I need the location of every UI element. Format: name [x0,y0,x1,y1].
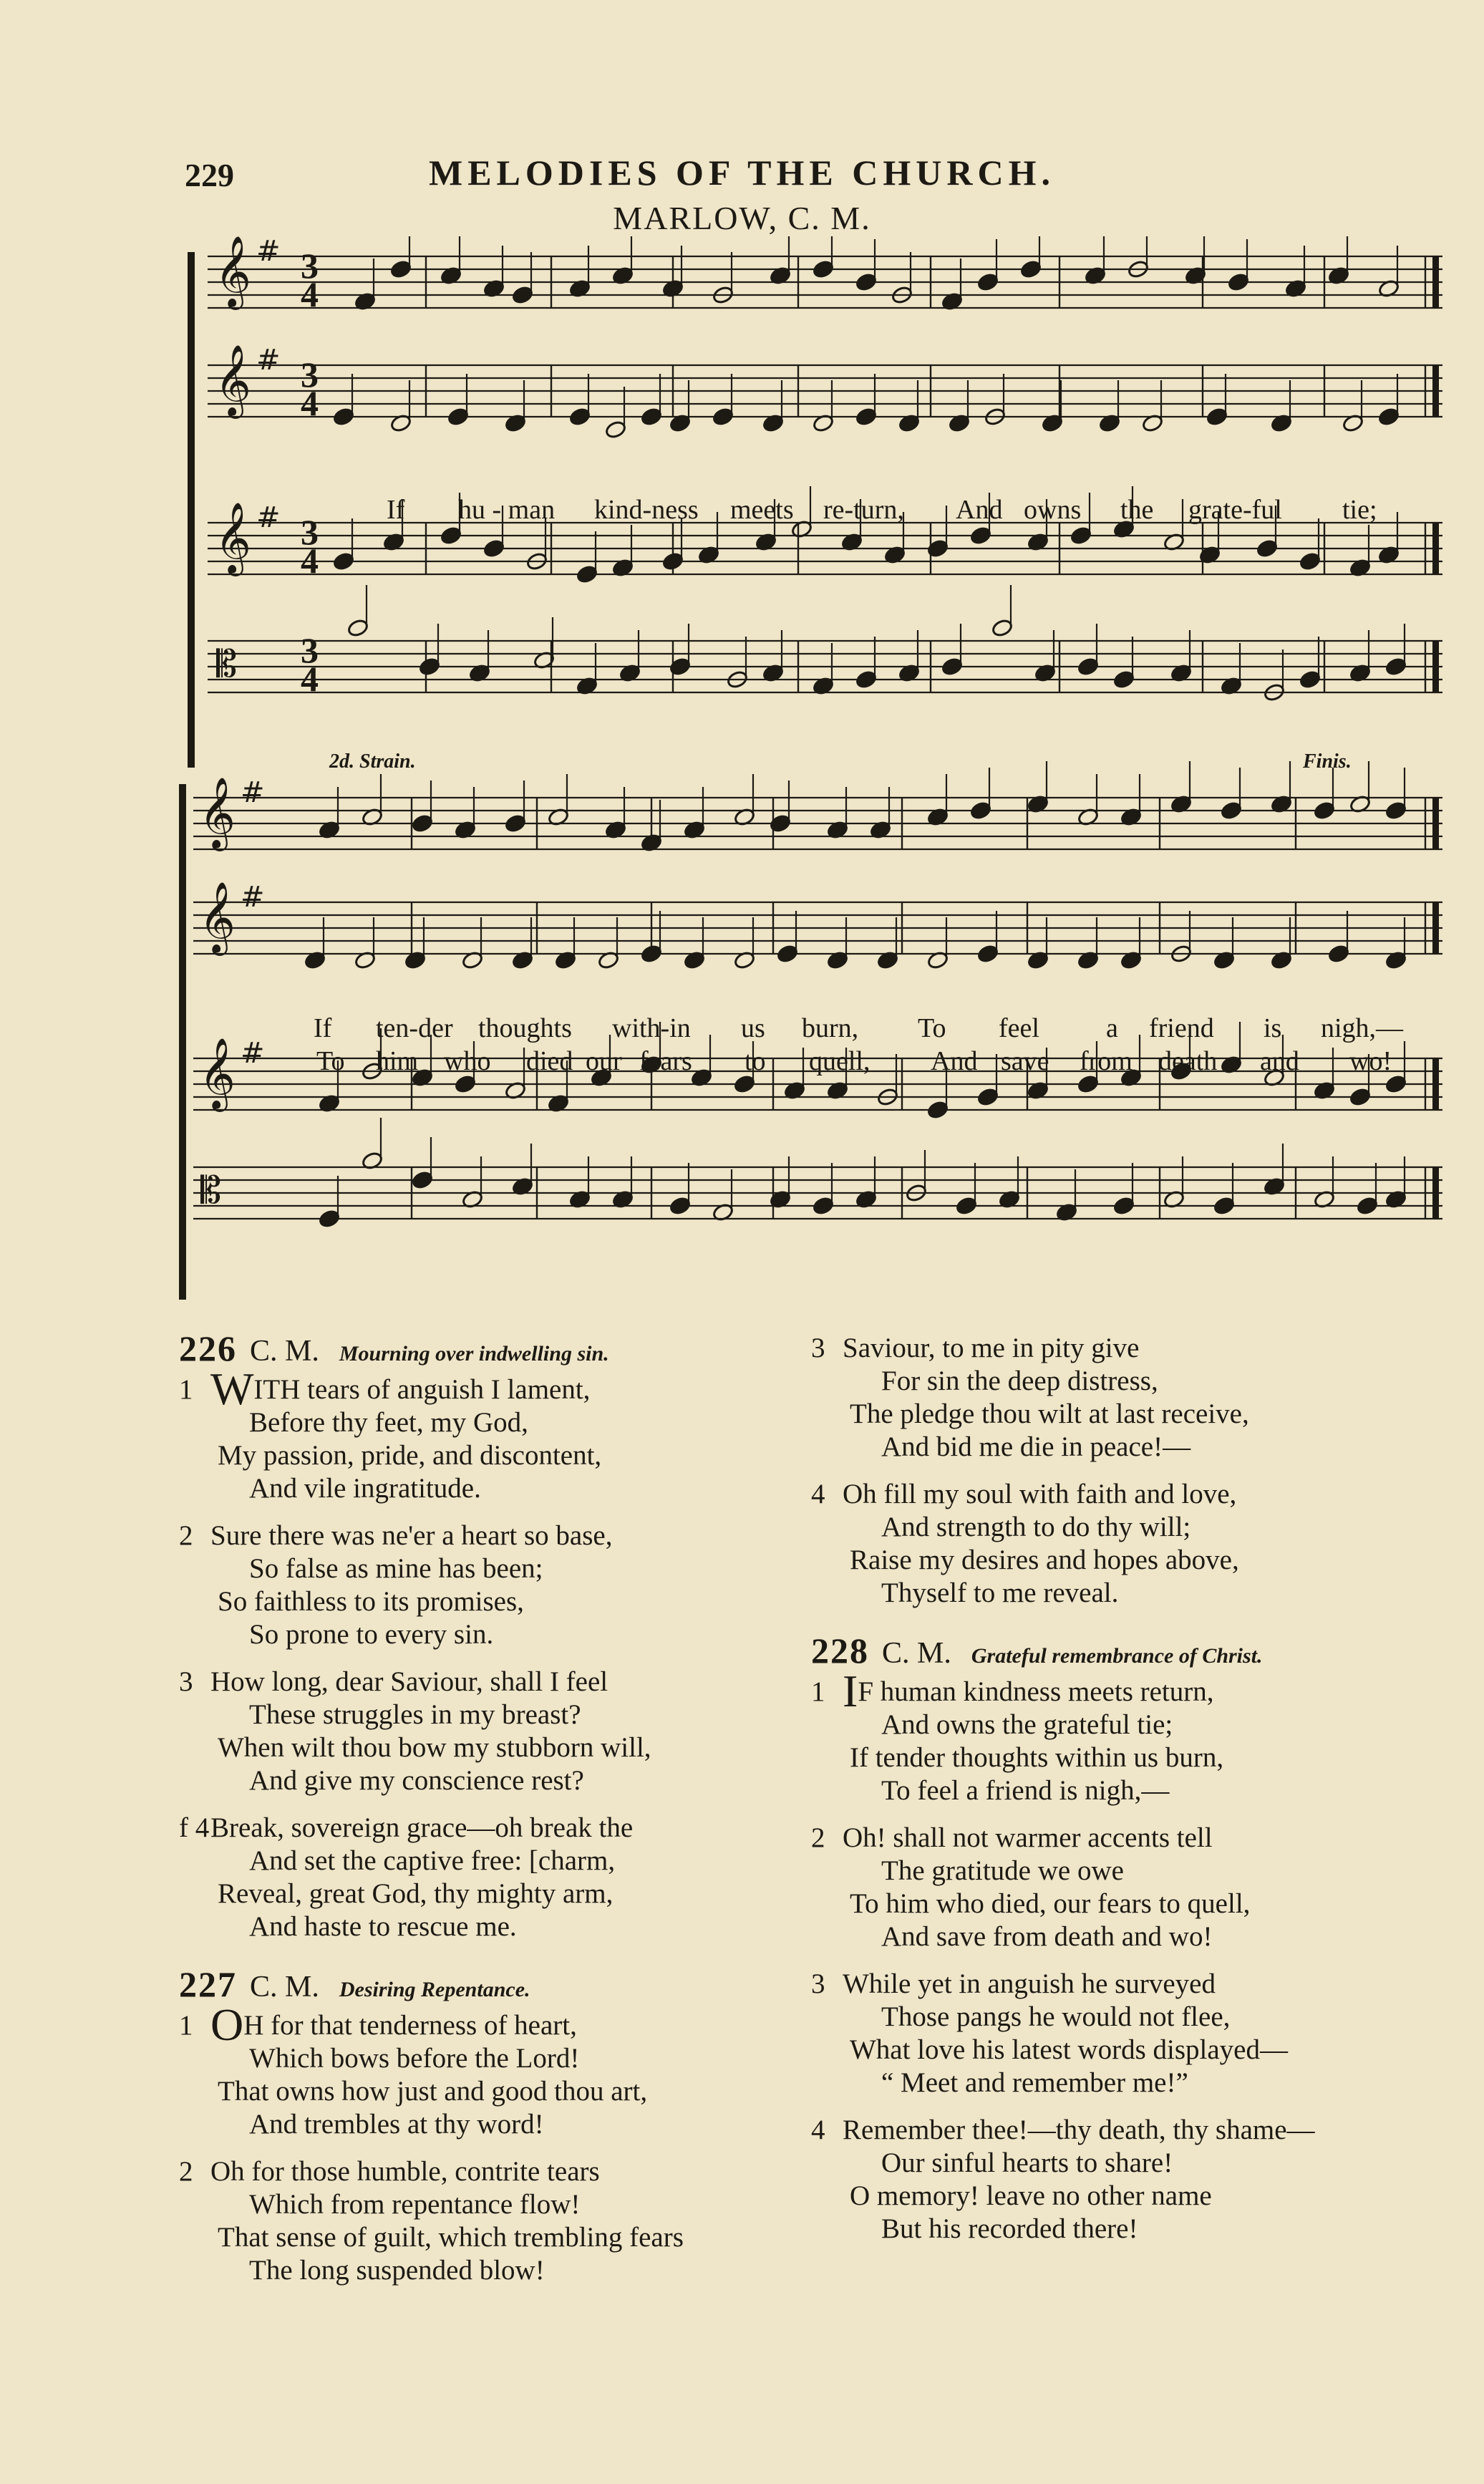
sharp-sign: # [241,776,265,809]
lyric-syllable: hu - man [458,495,556,525]
stanza [811,1968,1441,2099]
verse-line [179,1812,809,1845]
lyric-syllable: ten-der [376,1013,453,1043]
stanza-number: 1 [179,2010,193,2041]
hymn-meter: C. M. [882,1637,951,1670]
stanza-number: 3 [811,1333,825,1363]
treble-clef-icon: 𝄞 [215,344,251,416]
stanza [811,1666,1441,1807]
verse-text: ITH tears of anguish I lament, [253,1374,591,1405]
sharp-sign: # [256,501,281,534]
final-barline [1432,1167,1439,1219]
time-signature-top: 3 [301,630,319,670]
final-barline [1432,902,1439,954]
verse-line [811,1577,1441,1610]
lyric-syllable: To [918,1013,946,1043]
lyric-syllable: the [1120,495,1154,525]
verse-line [179,2155,809,2188]
lyric-syllable: death [1158,1046,1218,1076]
time-signature-bottom: 4 [301,383,319,423]
verse-text: And strength to do thy will; [881,1512,1191,1542]
stanza [179,1519,809,1651]
treble-clef-icon: 𝄞 [199,881,236,953]
verse-text: But his recorded there! [881,2213,1138,2244]
stanza-number: 2 [811,1822,825,1853]
verse-text: When wilt thou bow my stubborn will, [218,1732,651,1763]
verse-line [811,1822,1441,1855]
lyric-syllable: who [444,1046,491,1076]
verse-text: The gratitude we owe [881,1855,1124,1886]
verse-text: These struggles in my breast? [249,1699,581,1730]
hymn-subject: Desiring Repentance. [339,1978,530,2001]
verse-text: Sure there was ne'er a heart so base, [210,1520,613,1551]
time-signature-bottom: 4 [301,659,319,699]
stanza-number: 4 [811,2115,825,2145]
lyric-syllable: a [1106,1013,1118,1043]
stanza-number: 2 [179,1520,193,1551]
lyric-syllable: burn, [802,1013,859,1043]
time-signature-bottom: 4 [301,274,319,314]
lyric-syllable: with-in [612,1013,691,1043]
lyric-syllable: and [1260,1046,1299,1076]
lyric-syllable: nigh,— [1321,1013,1404,1043]
verse-text: And haste to rescue me. [249,1911,517,1942]
verse-line [179,2075,809,2108]
stanza [179,2155,809,2287]
verse-line [179,1731,809,1764]
verse-line [811,1544,1441,1577]
lyric-syllable: quell, [809,1046,870,1076]
verse-text: H for that tenderness of heart, [243,2010,577,2041]
lyric-syllable: to [745,1046,766,1076]
verse-line [179,1439,809,1472]
hymn-heading [179,1328,809,1373]
stanza-number: 2 [179,2156,193,2187]
verse-line [179,1845,809,1878]
stanza-number: 3 [811,1968,825,1999]
hymn-number: 228 [811,1630,869,1671]
time-signature-top: 3 [301,354,319,395]
verse-text: And owns the grateful tie; [881,1709,1173,1740]
verse-line [811,1398,1441,1431]
sharp-sign: # [256,344,281,377]
verse-text: To feel a friend is nigh,— [881,1775,1170,1806]
drop-cap: O [210,1999,244,2050]
verse-line [811,2034,1441,2067]
strain-label: 2d. Strain. [329,750,416,773]
stanza [811,1478,1441,1610]
lyric-syllable: him [376,1046,419,1076]
time-signature-top: 3 [301,246,319,286]
verse-line [811,2180,1441,2213]
drop-cap: I [843,1666,858,1716]
lyric-syllable: us [741,1013,765,1043]
sharp-sign: # [241,1037,265,1070]
final-barline [1432,1058,1439,1110]
verse-line [811,1365,1441,1398]
verse-text: And set the captive free: [charm, [249,1845,616,1876]
verse-text: Break, sovereign grace—oh break the [210,1812,634,1843]
verse-text: Which bows before the Lord! [249,2043,580,2074]
stanza-number: 1 [811,1676,825,1707]
verse-line [179,2188,809,2221]
hymn-number: 227 [179,1964,237,2004]
verse-text: F human kindness meets return, [858,1676,1214,1707]
verse-text: So faithless to its promises, [218,1586,524,1617]
lyric-syllable: from [1080,1046,1133,1076]
verse-text: Remember thee!—thy death, thy shame— [843,2115,1315,2145]
verse-line [811,1968,1441,2001]
c-clef-icon: 𝄡 [200,1169,222,1212]
verse-text: That sense of guilt, which trembling fears [218,2222,684,2253]
hymn-heading [811,1630,1441,1676]
hymn-meter: C. M. [250,1335,319,1368]
verse-text: What love his latest words displayed— [850,2034,1288,2065]
verse-line [179,1618,809,1651]
lyric-syllable: If [387,495,405,525]
verse-line [811,1431,1441,1464]
verse-line [179,1363,809,1414]
final-barline [1432,365,1439,417]
verse-text: Oh fill my soul with faith and love, [843,1479,1237,1509]
verse-text: If tender thoughts within us burn, [850,1742,1224,1773]
hymn-subject: Grateful remembrance of Christ. [971,1644,1263,1668]
lyric-syllable: re-turn, [823,495,904,525]
stanza [811,1332,1441,1464]
system-brace [188,252,195,768]
verse-text: And save from death and wo! [881,1921,1213,1952]
lyric-syllable: wo! [1349,1046,1392,1076]
verse-text: How long, dear Saviour, shall I feel [210,1666,608,1697]
hymn-number: 226 [179,1328,237,1368]
lyric-syllable: our [586,1046,622,1076]
verse-text: While yet in anguish he surveyed [843,1968,1216,1999]
treble-clef-icon: 𝄞 [199,777,236,849]
sharp-sign: # [241,881,265,914]
lyric-syllable: kind-ness [594,495,699,525]
verse-line [179,2221,809,2254]
verse-line [179,1552,809,1585]
stanza-number: 1 [179,1374,193,1405]
lyric-syllable: feel [999,1013,1039,1043]
stanza-number: f 4 [179,1812,210,1843]
verse-line [811,2213,1441,2246]
verse-line [179,1585,809,1618]
verse-text: Saviour, to me in pity give [843,1333,1140,1363]
right-column [811,1332,1441,2260]
time-signature-bottom: 4 [301,541,319,581]
verse-line [179,1472,809,1505]
stanza [179,1999,809,2141]
final-barline [1432,256,1439,308]
verse-text: Which from repentance flow! [249,2189,581,2220]
lyric-syllable: And [931,1046,978,1076]
verse-line [811,1478,1441,1511]
verse-line [179,1666,809,1698]
running-head: MELODIES OF THE CHURCH. [429,153,1055,193]
verse-line [179,1764,809,1797]
verse-line [811,1511,1441,1544]
verse-text: Thyself to me reveal. [881,1577,1119,1608]
lyric-syllable: To [316,1046,345,1076]
lyric-syllable: And [956,495,1003,525]
verse-line [179,1999,809,2050]
lyric-syllable: tie; [1342,495,1377,525]
verse-text: Oh for those humble, contrite tears [210,2156,600,2187]
sharp-sign: # [256,236,281,268]
verse-text: “ Meet and remember me!” [881,2067,1188,2098]
verse-line [179,2042,809,2075]
treble-clef-icon: 𝄞 [199,1038,236,1109]
verse-text: Oh! shall not warmer accents tell [843,1822,1213,1853]
lyric-syllable: friend [1149,1013,1214,1043]
verse-line [811,1855,1441,1888]
verse-line [811,1920,1441,1953]
verse-line [811,1741,1441,1774]
verse-line [811,1709,1441,1741]
lyric-syllable: meets [730,495,794,525]
stanza [179,1363,809,1505]
page-number: 229 [185,157,234,193]
verse-line [811,2001,1441,2034]
final-barline [1432,641,1439,692]
lyric-syllable: died [526,1046,573,1076]
lyric-syllable: fears [639,1046,692,1076]
hymn-heading [179,1964,809,2009]
verse-line [179,1910,809,1943]
verse-line [811,2147,1441,2180]
final-barline [1432,798,1439,849]
verse-text: Reveal, great God, thy mighty arm, [218,1878,614,1909]
verse-line [179,1878,809,1910]
verse-text: Raise my desires and hopes above, [850,1545,1239,1575]
verse-line [811,1774,1441,1807]
verse-line [811,1332,1441,1365]
final-barline [1432,523,1439,574]
lyric-syllable: If [314,1013,332,1043]
stanza [811,2114,1441,2246]
stanza [179,1666,809,1797]
finis-label: Finis. [1303,750,1352,773]
lyric-syllable: owns [1024,495,1082,525]
verse-text: And give my conscience rest? [249,1765,584,1796]
lyric-syllable: grate-ful [1188,495,1282,525]
verse-line [179,1519,809,1552]
verse-line [179,1406,809,1439]
verse-text: And vile ingratitude. [249,1473,481,1504]
verse-text: That owns how just and good thou art, [218,2076,648,2107]
verse-line [811,1888,1441,1920]
tune-title: MARLOW, C. M. [613,200,871,236]
lyric-syllable: thoughts [478,1013,572,1043]
verse-text: So prone to every sin. [249,1619,494,1650]
verse-text: And bid me die in peace!— [881,1431,1191,1462]
verse-text: The pledge thou wilt at last receive, [850,1398,1249,1429]
stanza-number: 4 [811,1479,825,1509]
verse-text: Those pangs he would not flee, [881,2001,1231,2032]
c-clef-icon: 𝄡 [216,643,238,686]
drop-cap: W [210,1363,254,1414]
verse-line [179,2254,809,2287]
system-brace [179,784,186,1300]
time-signature-top: 3 [301,512,319,552]
stanza [811,1822,1441,1953]
hymn-subject: Mourning over indwelling sin. [339,1342,609,1366]
verse-line [811,2067,1441,2099]
verse-text: For sin the deep distress, [881,1366,1158,1396]
verse-text: Before thy feet, my God, [249,1407,528,1438]
hymn-meter: C. M. [250,1971,319,2004]
verse-text: And trembles at thy word! [249,2109,544,2140]
verse-text: So false as mine has been; [249,1553,543,1584]
stanza-number: 3 [179,1666,193,1697]
verse-text: Our sinful hearts to share! [881,2147,1173,2178]
lyric-syllable: save [1001,1046,1049,1076]
treble-clef-icon: 𝄞 [215,502,251,574]
treble-clef-icon: 𝄞 [215,236,251,307]
verse-line [811,2114,1441,2147]
verse-line [179,2108,809,2141]
verse-text: The long suspended blow! [249,2255,545,2286]
verse-line [811,1666,1441,1716]
left-column [179,1328,809,2301]
verse-line [179,1698,809,1731]
verse-text: O memory! leave no other name [850,2180,1212,2211]
lyric-syllable: is [1264,1013,1282,1043]
verse-text: My passion, pride, and discontent, [218,1440,602,1471]
verse-text: To him who died, our fears to quell, [850,1888,1251,1919]
stanza [179,1812,809,1943]
